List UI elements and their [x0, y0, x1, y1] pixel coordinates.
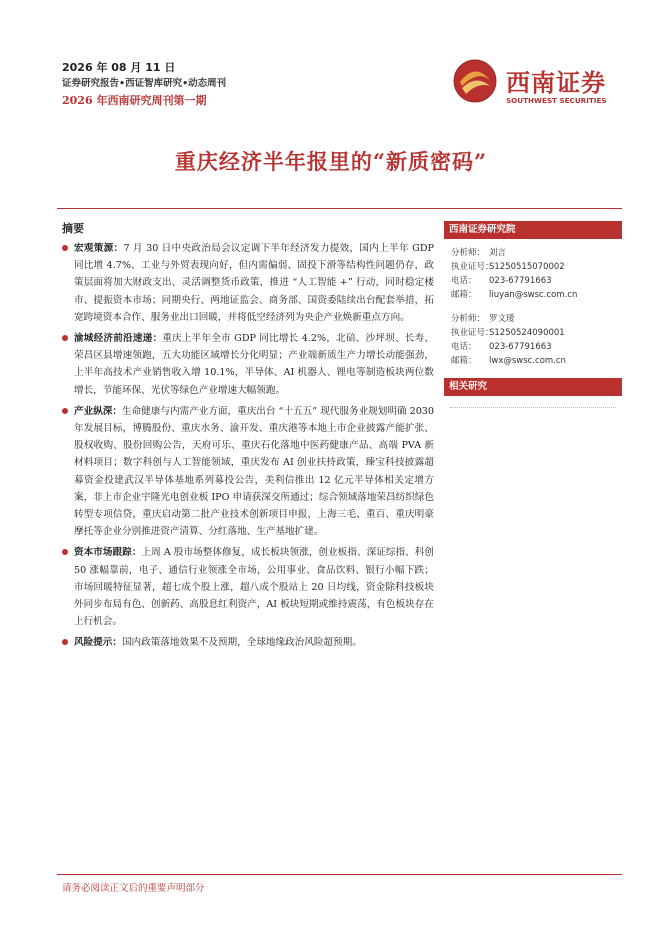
analyst-cert: S1250524090001	[489, 328, 565, 338]
abstract-item-text: 生命健康与内需产业方面，重庆出台 “十五五” 现代服务业规划明确 2030 年发展目标，博腾股份、重庆水务、渝开发、重庆港等本地上市企业披露产能扩张、股权收购、股份回购公告，天府可乐、重庆石化落地中医药健康产品、高端 PVA 新材料项目；数字科创与人工智能领域，重庆发布 AI 创业扶持政策，臻宝科技披露超募资金投建武汉半导体基地系列募投公告，美利信推出 12 亿元半导体相关定增方案，非上市企业宇隆光电创业板 IPO 申请获深交所通过；综合领域落地荣昌纺织绿色转型专项信贷，重庆启动第二批产业技术创新项目申报，上海三毛、重百、重庆明豪摩托等企业分别推进资产清算、分红落地、生产基地扩建。	[74, 405, 435, 538]
logo-name-en: SOUTHWEST SECURITIES	[506, 96, 607, 105]
analyst-sidebar	[444, 221, 622, 408]
footer-divider	[57, 874, 622, 875]
abstract-item-text: 国内政策落地效果不及预期，全球地缘政治风险超预期。	[121, 637, 362, 649]
bullet-dot-icon	[62, 245, 68, 251]
abstract-item-text: 上周 A 股市场整体修复，成长板块领涨，创业板指、深证综指、科创 50 涨幅靠前，电子、通信行业领涨全市场，公用事业、食品饮料、银行小幅下跌；市场回暖特征显著，超七成个股上涨，超八成个股站上 20 日均线，资金除科技板块外同步布局有色、创新药、高股息红利资产，AI 板块短期或维持震荡，有色板块存在上行机会。	[74, 547, 435, 628]
abstract-heading: 摘要	[62, 222, 84, 235]
analyst-name: 刘言	[489, 248, 507, 258]
related-research-heading: 相关研究	[444, 378, 622, 396]
abstract-item-text: 重庆上半年全市 GDP 同比增长 4.2%，北碚、沙坪坝、长寿、荣昌区县增速领跑，五大功能区域增长分化明显；产业端新质生产力增长动能强劲，上半年高技术产业销售收入增 10.1%，半导体、AI 机器人、锂电等制造板块两位数增长，节能环保、光伏等绿色产业增速大幅领跑。	[74, 333, 434, 396]
abstract-item-chongqing	[62, 330, 434, 399]
analyst-card	[444, 239, 622, 302]
abstract-item-text: 7 月 30 日中央政治局会议定调下半年经济发力提效，国内上半年 GDP 同比增 4.7%、工业与外贸表现向好，但内需偏弱、固投下滑等结构性问题仍存，政策层面将加大财政支出、灵活调整货币政策，推进 “人工智能 +” 行动，同时稳定楼市、提振资本市场；同期央行、两地证监会、商务部、国资委陆续出台配套举措，拓宽跨境资本合作、服务业出口回暖，并将低空经济列为央企产业焕新重点方向。	[74, 243, 434, 323]
analyst-name-line: 分析师： 刘言	[451, 248, 507, 258]
related-research-list	[450, 396, 616, 408]
logo-mark-icon	[452, 58, 498, 104]
company-logo	[452, 58, 612, 108]
report-title: 重庆经济半年报里的“新质密码”	[174, 149, 488, 174]
analyst-name-line: 分析师： 罗文瑷	[451, 314, 515, 324]
analyst-email[interactable]: lwx@swsc.com.cn	[489, 356, 566, 366]
abstract-item-lead: 风险提示：	[74, 637, 122, 649]
report-series: 证券研究报告•西证智库研究•动态周刊	[62, 78, 227, 89]
report-issue: 2026 年西南研究周刊第一期	[62, 94, 207, 107]
analyst-cert-line: 执业证号：S1250524090001	[451, 328, 565, 338]
abstract-item-lead: 宏观策源：	[74, 243, 124, 254]
report-date: 2026 年 08 月 11 日	[62, 61, 176, 74]
bullet-dot-icon	[62, 335, 68, 341]
analyst-phone-line: 电话： 023-67791663	[451, 342, 552, 352]
analyst-card	[444, 302, 622, 368]
abstract-list	[62, 240, 434, 652]
analyst-name: 罗文瑷	[489, 314, 515, 324]
analyst-phone-line: 电话： 023-67791663	[451, 276, 552, 286]
abstract-item-macro	[62, 240, 434, 326]
abstract-item-industry	[62, 403, 434, 541]
analyst-phone: 023-67791663	[489, 276, 552, 286]
abstract-item-risk	[62, 634, 434, 651]
abstract-item-lead: 产业纵深：	[74, 405, 122, 417]
analyst-cert: S1250515070002	[489, 262, 565, 272]
bullet-dot-icon	[62, 639, 68, 645]
analyst-phone: 023-67791663	[489, 342, 552, 352]
analyst-email-line: 邮箱： lwx@swsc.com.cn	[451, 356, 566, 366]
institute-heading: 西南证券研究院	[444, 221, 622, 239]
bullet-dot-icon	[62, 408, 68, 414]
analyst-email-line: 邮箱： liuyan@swsc.com.cn	[451, 290, 578, 300]
footer-disclaimer: 请务必阅读正文后的重要声明部分	[62, 883, 205, 894]
abstract-item-market	[62, 544, 434, 630]
analyst-email[interactable]: liuyan@swsc.com.cn	[489, 290, 578, 300]
header-meta	[62, 60, 226, 110]
abstract-item-lead: 资本市场跟踪：	[74, 547, 142, 559]
analyst-cert-line: 执业证号：S1250515070002	[451, 262, 565, 272]
logo-name-cn: 西南证券	[506, 68, 606, 97]
title-divider	[57, 208, 622, 209]
abstract-item-lead: 渝城经济前沿速递：	[74, 333, 163, 345]
bullet-dot-icon	[62, 549, 68, 555]
